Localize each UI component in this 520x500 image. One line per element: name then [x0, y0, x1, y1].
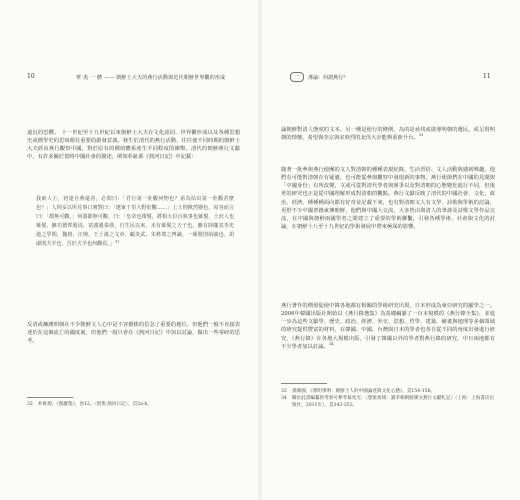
footnote [281, 389, 496, 396]
footnote-text: 關於此書編纂的考察可參考葛兆光：〈想象異域：讀李朝朝鮮漢文燕行文獻札記〉（上海：上海書店出版社，2011年），頁343-353。 [292, 395, 495, 408]
footnote-number: 33 [281, 389, 287, 394]
right-paragraph-3 [281, 302, 495, 351]
right-paragraph-1-text: 論朝鮮對清人態度的文本，另一種是使行的條例，為的是尋找或啟導明朝的遺民，或呈現明朝的情懷，希望與李宗與宋時烈的北伐大計能夠重新升台。 [281, 127, 495, 142]
right-paragraph-2 [281, 166, 495, 231]
right-paragraph-1 [281, 126, 495, 142]
footnote [27, 402, 240, 409]
footnote-number: 32 [27, 402, 33, 407]
footnote-mark-32: 32 [114, 238, 120, 243]
block-quote [36, 195, 234, 248]
footnote-mark-34: 34 [328, 342, 334, 347]
right-page [262, 0, 520, 500]
left-paragraph-1 [27, 129, 240, 162]
chapter-tab: 一 [290, 72, 304, 82]
footnote-text: 朴趾源，《燕巖集》，卷12，〈別集·熱河日記〉，頁2a-b。 [38, 402, 152, 407]
right-running-title: 導論：何謂燕行？ [308, 75, 349, 81]
right-footnote-rule [281, 383, 327, 384]
right-footnotes [281, 389, 496, 409]
right-page-number: 11 [483, 73, 491, 80]
left-page-number: 10 [27, 73, 35, 80]
footnote-mark-33: 33 [418, 133, 424, 138]
right-paragraph-2-text: 隨著一批參與燕行使團的文人對清朝的種種表現紀錄，生活習俗、文人活動與感到興趣，他們有可能對清朝存有疑慮，也可能從參與觀察中發現新的事物。燕行使節們在中國的見聞與「中國身份」有所改變，文或可從對清代學者與黨爭以及對清朝的心態變化進行不同，但後世的研究也正是從中國理解形成對清朝的觀點。燕行文獻反映了清代的中國社會，文化，政治，經濟，種種種面向都有好奇並記載下來，也有對清朝文人有文學，詩歌與學術的討論，更舒不少中國書籍東傳朝鮮，他們與中國人交流，大多皆由與清人的筆談及詩歌文學作品交流，在中國與朝鮮兩國學者之間建立了重要的學術聯繫，引發各種學術、社會與文化的討論，在朝鮮十八至十九世紀的學術發展中帶來極深的影響。 [281, 167, 495, 231]
left-paragraph-1-text: 還沉的恐懼。 十一世紀至十九世紀以來朝鮮士大夫在文化認同、世界觀形成以及各種思想史或價學史的思辯都有重要的啟發意義，發生於清代的燕行活動，往往使不同時期的朝鮮士大夫經由燕行觀察中國，對於原有的價值體系產生不同程度的衝擊。清代的朝鮮燕行文獻中，有許多關於當時中國社會的描述，例如朴趾源《熱河日記》中記載： [27, 130, 240, 161]
left-footnotes [27, 402, 240, 409]
footnote-number: 34 [281, 395, 287, 401]
left-footnote-rule [27, 397, 73, 398]
left-paragraph-2-text: 反清或擁護明朝在不少朝鮮文人心中是不容撼搖的信念了重要的地位，但他們一般不直接表達於在這個流亡的國度裏，但他們一般只會在《熱河日記》中加以討論，做出一些零碎的思考。 [27, 322, 240, 345]
footnote [281, 396, 496, 410]
left-running-title: 華 夷 一 體 —— 朝鮮士大夫的燕行活動與近代朝鮮世界觀的形成 [76, 75, 226, 81]
right-paragraph-3-text: 燕行著作的價值促使中韓各地都有相關的學術研究出現，日本形成為東亞研究的顯學之一。2006年韓國出版社開始以《燕行錄選集》為基礎編纂了一百本規模的《燕行錄全集》，並進一步為這些文獻學、歷史、政治、經濟、外交、思想、哲學、建築、繪畫與地理等多個領域的研究提供豐富的材料，在韓國、中國、台灣與日本的學者也各自從不同的角度出發進行研究，《燕行錄》在各地大規模出版，引發了韓國以外的學者對燕行錄的研究，中日兩地都有不少學者加以討論。 [281, 303, 495, 350]
block-quote-text: 我東人士，初逢自燕還者，必問曰：「君行第一壯觀何物也？第為拈出第一壯觀甚麼也？」人則多以所見事口實對曰：「遼東千里大野壯觀……」上士則愀然變色，易容而言曰：「都無可觀。」何謂都無可觀，曰：「皇帝也薙髮，將相大臣百執事也薙髮，士庶人也薙髮，雖功德侔殷周，富強邁秦漢，自生民以來，未有薙髮之天子也。雖有陸隴其李光地之學問，魏禧、汪琬、王士禛之文章，顧炎武、朱彝尊之博識，一薙髮則胡虜也。胡虜則犬羊也，吾於犬羊也何觀焉。」 [36, 196, 234, 247]
left-page [0, 0, 258, 500]
left-paragraph-2 [27, 321, 240, 345]
footnote-text: 孫衛國，《尊明事明：朝鮮士人的中國論述與文化心態》，頁154-156。 [292, 389, 436, 394]
